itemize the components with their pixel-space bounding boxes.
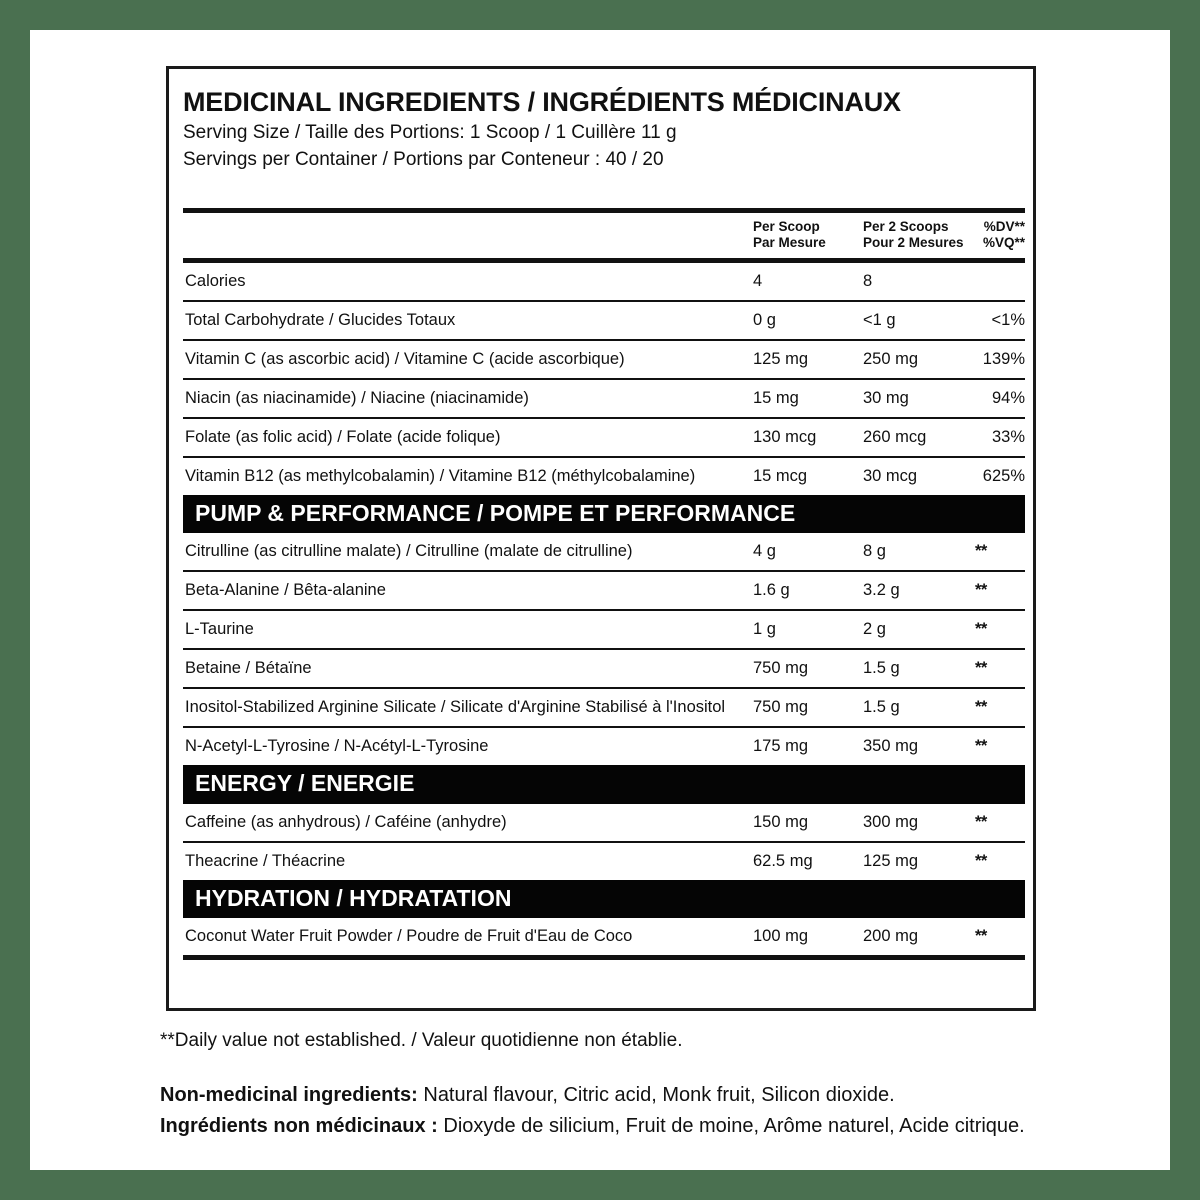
value-per-scoop: 1 g <box>753 610 863 649</box>
value-per-scoop: 62.5 mg <box>753 842 863 880</box>
ingredient-name: Calories <box>183 260 753 301</box>
non-medicinal-ingredients <box>160 1080 1060 1142</box>
section-band-row <box>183 765 1025 803</box>
value-per-scoop: 1.6 g <box>753 571 863 610</box>
value-per-2-scoops: 250 mg <box>863 340 975 379</box>
value-per-scoop: 130 mcg <box>753 418 863 457</box>
value-per-2-scoops: 1.5 g <box>863 649 975 688</box>
value-percent-dv: 33% <box>975 418 1025 457</box>
ingredient-name: N-Acetyl-L-Tyrosine / N-Acétyl-L-Tyrosine <box>183 727 753 765</box>
value-percent-dv: ** <box>975 688 1025 727</box>
value-percent-dv: ** <box>975 842 1025 880</box>
value-per-2-scoops: 8 <box>863 260 975 301</box>
value-percent-dv: ** <box>975 812 987 831</box>
ingredient-name: Caffeine (as anhydrous) / Caféine (anhydre) <box>185 812 507 831</box>
value-percent-dv: ** <box>975 610 1025 649</box>
table-row <box>183 918 1025 958</box>
value-percent-dv: ** <box>975 727 1025 765</box>
value-per-2-scoops: 30 mg <box>863 379 975 418</box>
ingredient-name: Niacin (as niacinamide) / Niacine (niacinamide) <box>183 379 753 418</box>
table-bottom-rule <box>183 958 1025 961</box>
table-row <box>183 727 1025 765</box>
section-band-row <box>183 880 1025 918</box>
ingredient-name: L-Taurine <box>183 610 753 649</box>
ingredient-name: Betaine / Bétaïne <box>183 649 753 688</box>
label-page <box>30 30 1170 1170</box>
value-per-scoop: 150 mg <box>753 812 809 831</box>
value-per-scoop: 4 <box>753 260 863 301</box>
value-per-2-scoops: 125 mg <box>863 842 975 880</box>
value-per-scoop: 4 g <box>753 542 776 561</box>
nutrition-table-body <box>183 211 1025 961</box>
non-medicinal-label-en: Non-medicinal ingredients: <box>160 1084 418 1106</box>
value-per-2-scoops: 300 mg <box>863 812 919 831</box>
value-per-2-scoops: 2 g <box>863 610 975 649</box>
table-row <box>183 533 1025 571</box>
value-percent-dv: ** <box>975 649 1025 688</box>
section-band-row <box>183 495 1025 533</box>
value-per-scoop: 750 mg <box>753 688 863 727</box>
table-row <box>183 379 1025 418</box>
value-per-scoop: 125 mg <box>753 340 863 379</box>
value-per-scoop: 100 mg <box>753 927 809 946</box>
value-per-scoop: 0 g <box>753 301 863 340</box>
table-row <box>183 301 1025 340</box>
value-per-2-scoops: 8 g <box>863 542 886 561</box>
table-row <box>183 804 1025 842</box>
section-band <box>183 495 1025 533</box>
page-title: MEDICINAL INGREDIENTS / INGRÉDIENTS MÉDICINAUX <box>183 87 901 117</box>
panel-heading-block <box>183 87 1019 174</box>
ingredient-name: Beta-Alanine / Bêta-alanine <box>183 571 753 610</box>
value-percent-dv: 139% <box>975 340 1025 379</box>
ingredient-name: Theacrine / Théacrine <box>183 842 753 880</box>
ingredient-name: Vitamin C (as ascorbic acid) / Vitamine C (acide ascorbique) <box>183 340 753 379</box>
supplement-facts-panel <box>166 66 1036 1011</box>
servings-per-container-line: Servings per Container / Portions par Conteneur : 40 / 20 <box>183 149 664 171</box>
daily-value-note: **Daily value not established. / Valeur quotidienne non établie. <box>160 1030 683 1051</box>
value-percent-dv: ** <box>975 571 1025 610</box>
non-medicinal-value-fr: Dioxyde de silicium, Fruit de moine, Arôme naturel, Acide citrique. <box>437 1115 1025 1137</box>
table-header-row <box>183 211 1025 261</box>
non-medicinal-line-fr <box>160 1111 1060 1142</box>
value-percent-dv: 625% <box>975 457 1025 495</box>
table-row <box>183 340 1025 379</box>
table-row <box>183 649 1025 688</box>
ingredient-name: Citrulline (as citrulline malate) / Citrulline (malate de citrulline) <box>185 542 633 561</box>
non-medicinal-value-en: Natural flavour, Citric acid, Monk fruit, Silicon dioxide. <box>417 1084 895 1106</box>
ingredient-name: Total Carbohydrate / Glucides Totaux <box>183 301 753 340</box>
footer-block <box>160 1030 1060 1142</box>
table-row <box>183 610 1025 649</box>
value-per-scoop: 15 mg <box>753 379 863 418</box>
ingredient-name: Inositol-Stabilized Arginine Silicate / Silicate d'Arginine Stabilisé à l'Inositol <box>183 688 753 727</box>
value-per-scoop: 175 mg <box>753 727 863 765</box>
ingredient-name: Vitamin B12 (as methylcobalamin) / Vitamine B12 (méthylcobalamine) <box>183 457 753 495</box>
section-band <box>183 880 1025 918</box>
value-per-2-scoops: 30 mcg <box>863 457 975 495</box>
table-row <box>183 418 1025 457</box>
value-percent-dv <box>975 260 1025 301</box>
table-row <box>183 260 1025 301</box>
non-medicinal-label-fr: Ingrédients non médicinaux : <box>160 1115 438 1137</box>
header-percent-dv: %DV** %VQ** <box>975 211 1025 261</box>
ingredient-name: Coconut Water Fruit Powder / Poudre de Fruit d'Eau de Coco <box>185 927 633 946</box>
non-medicinal-line-en <box>160 1080 1060 1111</box>
section-band-label: PUMP & PERFORMANCE / POMPE ET PERFORMANCE <box>195 499 796 526</box>
value-per-2-scoops: 260 mcg <box>863 418 975 457</box>
value-per-scoop: 750 mg <box>753 649 863 688</box>
serving-size-line: Serving Size / Taille des Portions: 1 Scoop / 1 Cuillère 11 g <box>183 121 677 143</box>
ingredient-name: Folate (as folic acid) / Folate (acide folique) <box>183 418 753 457</box>
header-name <box>183 211 753 261</box>
header-per-2-scoops: Per 2 Scoops Pour 2 Mesures <box>863 211 975 261</box>
value-percent-dv: <1% <box>975 301 1025 340</box>
table-row <box>183 457 1025 495</box>
value-per-2-scoops: 1.5 g <box>863 688 975 727</box>
table-row <box>183 688 1025 727</box>
value-per-2-scoops: <1 g <box>863 301 975 340</box>
header-per-scoop: Per Scoop Par Mesure <box>753 211 863 261</box>
nutrition-table-wrapper <box>183 208 1025 960</box>
value-per-2-scoops: 350 mg <box>863 727 975 765</box>
value-percent-dv: 94% <box>975 379 1025 418</box>
table-row <box>183 571 1025 610</box>
value-percent-dv: ** <box>975 927 987 946</box>
section-band-label: ENERGY / ENERGIE <box>195 770 415 797</box>
table-bottom-rule-cell <box>183 958 1025 961</box>
section-band <box>183 765 1025 803</box>
value-percent-dv: ** <box>975 542 987 561</box>
value-per-2-scoops: 200 mg <box>863 927 919 946</box>
section-band-label: HYDRATION / HYDRATATION <box>195 884 512 911</box>
value-per-2-scoops: 3.2 g <box>863 571 975 610</box>
nutrition-facts-table <box>183 208 1025 960</box>
value-per-scoop: 15 mcg <box>753 457 863 495</box>
table-row <box>183 842 1025 880</box>
